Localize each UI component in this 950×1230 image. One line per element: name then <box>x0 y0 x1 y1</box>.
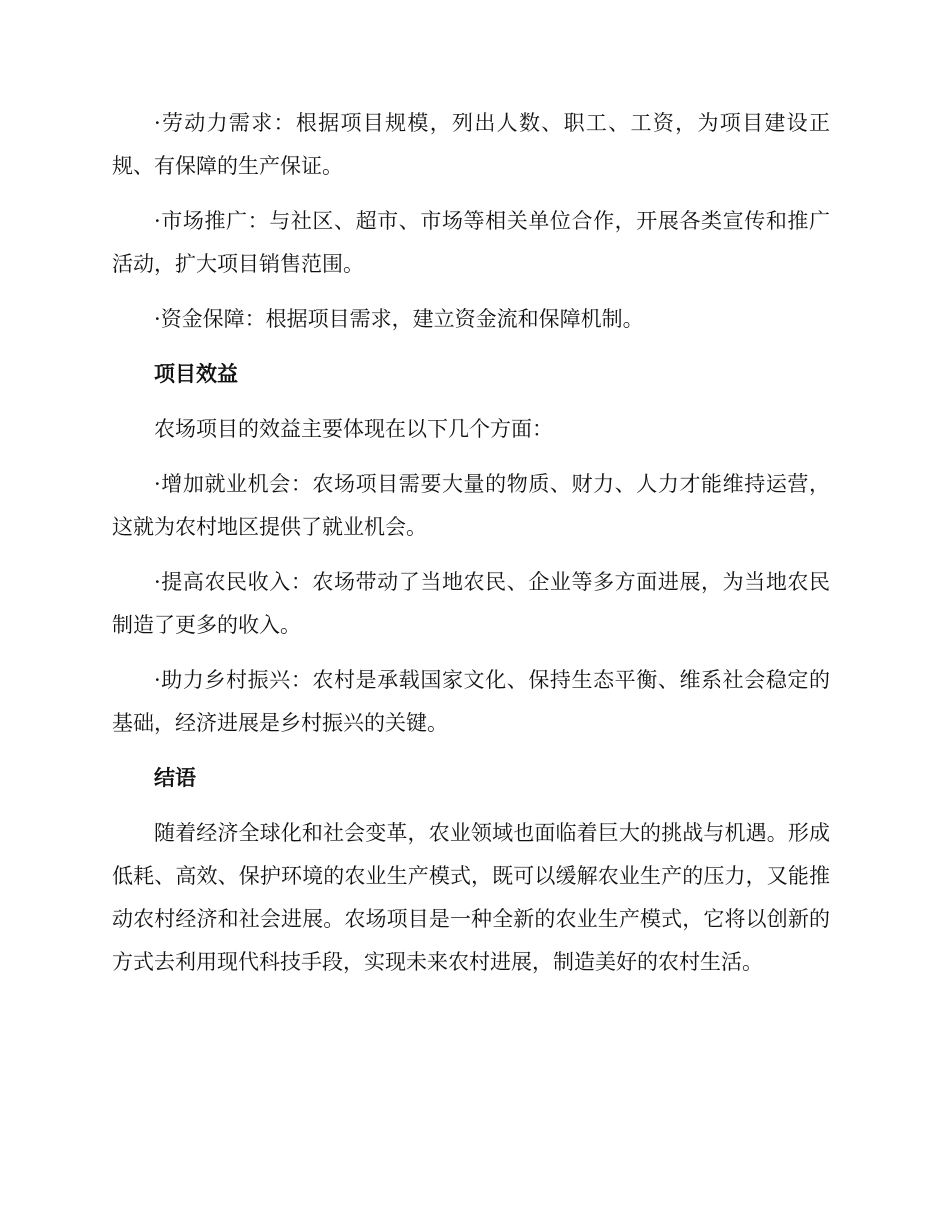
bullet-market-promotion <box>112 200 830 286</box>
bullet-text: 助力乡村振兴：农村是承载国家文化、保持生态平衡、维系社会稳定的基础，经济进展是乡村振兴的关键。 <box>112 668 830 735</box>
bullet-text: 劳动力需求：根据项目规模，列出人数、职工、工资，为项目建设正规、有保障的生产保证。 <box>112 111 830 178</box>
bullet-dot: · <box>154 209 161 233</box>
bullet-funding-guarantee <box>112 298 830 341</box>
bullet-dot: · <box>154 111 161 135</box>
conclusion-body: 随着经济全球化和社会变革，农业领域也面临着巨大的挑战与机遇。形成低耗、高效、保护环境的农业生产模式，既可以缓解农业生产的压力，又能推动农村经济和社会进展。农场项目是一种全新的农业生产模式，它将以创新的方式去利用现代科技手段，实现未来农村进展，制造美好的农村生活。 <box>112 821 830 974</box>
benefits-intro: 农场项目的效益主要体现在以下几个方面： <box>154 417 553 441</box>
bullet-dot: · <box>154 472 161 496</box>
bullet-text: 资金保障：根据项目需求，建立资金流和保障机制。 <box>160 307 644 331</box>
bullet-text: 增加就业机会：农场项目需要大量的物质、财力、人力才能维持运营，这就为农村地区提供了就业机会。 <box>112 472 830 539</box>
document-page <box>112 102 830 984</box>
bullet-dot: · <box>154 307 161 331</box>
bullet-text: 提高农民收入：农场带动了当地农民、企业等多方面进展，为当地农民制造了更多的收入。 <box>112 570 830 637</box>
section-heading-conclusion: 结语 <box>154 766 196 790</box>
bullet-employment <box>112 463 830 549</box>
bullet-rural-revitalization <box>112 659 830 745</box>
section-heading-benefits: 项目效益 <box>154 362 238 386</box>
bullet-dot: · <box>154 570 161 594</box>
bullet-text: 市场推广：与社区、超市、市场等相关单位合作，开展各类宣传和推广活动，扩大项目销售范围。 <box>112 209 830 276</box>
bullet-farmer-income <box>112 561 830 647</box>
bullet-labor-demand <box>112 102 830 188</box>
bullet-dot: · <box>154 668 161 692</box>
